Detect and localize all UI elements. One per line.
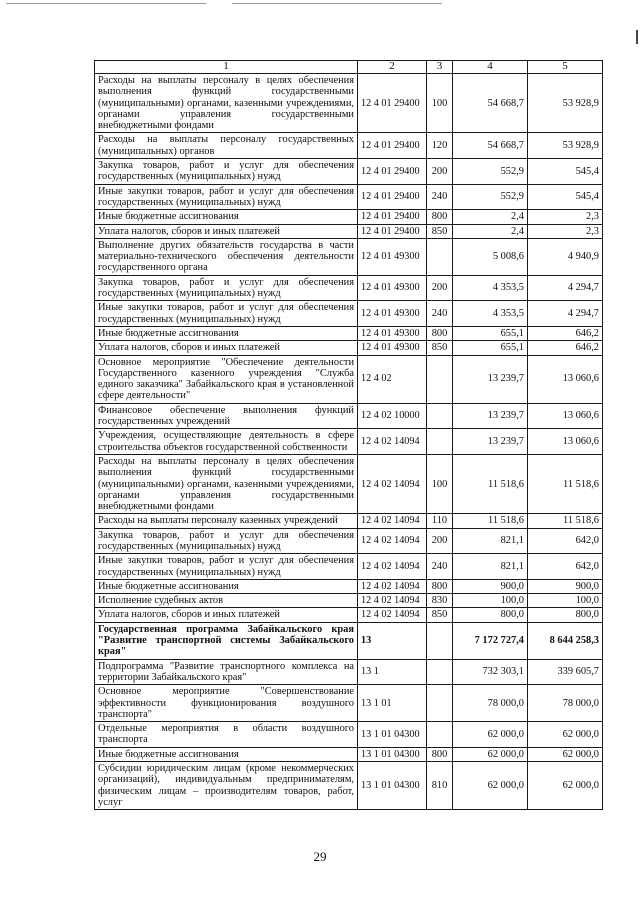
amount-cell-col4: 655,1 [453,341,528,355]
expense-type-cell: 110 [427,514,453,528]
table-row [95,275,603,301]
table-row [95,747,603,761]
amount-cell-col5: 4 940,9 [528,238,603,275]
expense-type-cell: 200 [427,159,453,185]
amount-cell-col4: 13 239,7 [453,429,528,455]
amount-cell-col5: 62 000,0 [528,722,603,748]
expense-type-cell: 800 [427,747,453,761]
name-cell: Исполнение судебных актов [95,594,358,608]
code-cell: 13 1 01 04300 [358,722,427,748]
table-row [95,341,603,355]
expense-type-cell [427,238,453,275]
name-cell: Иные бюджетные ассигнования [95,326,358,340]
table-row [95,403,603,429]
amount-cell-col5: 11 518,6 [528,454,603,513]
expense-type-cell [427,685,453,722]
expense-type-cell: 120 [427,133,453,159]
table-body [95,74,603,810]
expense-type-cell: 850 [427,608,453,622]
table-row [95,355,603,403]
table-row [95,133,603,159]
table-row [95,722,603,748]
table-row [95,74,603,133]
amount-cell-col4: 11 518,6 [453,454,528,513]
amount-cell-col4: 78 000,0 [453,685,528,722]
header-row [95,61,603,74]
expense-type-cell: 800 [427,326,453,340]
table-row [95,224,603,238]
expense-type-cell: 200 [427,275,453,301]
amount-cell-col4: 821,1 [453,528,528,554]
table-row [95,159,603,185]
amount-cell-col4: 2,4 [453,224,528,238]
expense-type-cell: 850 [427,341,453,355]
amount-cell-col4: 655,1 [453,326,528,340]
amount-cell-col4: 54 668,7 [453,74,528,133]
name-cell: Иные бюджетные ассигнования [95,210,358,224]
amount-cell-col4: 13 239,7 [453,403,528,429]
table-row [95,594,603,608]
expense-type-cell: 240 [427,554,453,580]
table-row [95,685,603,722]
name-cell: Отдельные мероприятия в области воздушного транспорта [95,722,358,748]
code-cell: 12 4 02 14094 [358,429,427,455]
table-row [95,659,603,685]
table-row [95,184,603,210]
expense-type-cell: 100 [427,74,453,133]
table-row [95,622,603,659]
name-cell: Расходы на выплаты персоналу в целях обеспечения выполнения функций государственными (муниципальными) органами, казенными учреждениями, органами управления государственными внебюджетными фондами [95,454,358,513]
table-row [95,528,603,554]
name-cell: Иные закупки товаров, работ и услуг для обеспечения государственных (муниципальных) нужд [95,554,358,580]
amount-cell-col5: 642,0 [528,528,603,554]
name-cell: Субсидии юридическим лицам (кроме некоммерческих организаций), индивидуальным предпринимателям, физическим лицам – производителям товаров, работ, услуг [95,762,358,810]
code-cell: 12 4 01 49300 [358,238,427,275]
amount-cell-col4: 11 518,6 [453,514,528,528]
amount-cell-col4: 821,1 [453,554,528,580]
code-cell: 12 4 01 49300 [358,275,427,301]
name-cell: Финансовое обеспечение выполнения функций государственных учреждений [95,403,358,429]
amount-cell-col5: 8 644 258,3 [528,622,603,659]
header-cell-1: 1 [95,61,358,74]
amount-cell-col5: 13 060,6 [528,429,603,455]
code-cell: 12 4 02 14094 [358,554,427,580]
name-cell: Уплата налогов, сборов и иных платежей [95,608,358,622]
amount-cell-col5: 13 060,6 [528,403,603,429]
code-cell: 12 4 01 29400 [358,184,427,210]
code-cell: 13 1 01 [358,685,427,722]
expense-type-cell: 240 [427,184,453,210]
amount-cell-col5: 800,0 [528,608,603,622]
scan-edge-mark [636,30,638,44]
amount-cell-col4: 62 000,0 [453,747,528,761]
code-cell: 12 4 01 29400 [358,133,427,159]
expense-type-cell [427,355,453,403]
amount-cell-col4: 4 353,5 [453,301,528,327]
scan-top-line-right [232,3,442,4]
expense-type-cell: 240 [427,301,453,327]
amount-cell-col5: 4 294,7 [528,275,603,301]
expense-type-cell: 800 [427,579,453,593]
amount-cell-col5: 2,3 [528,224,603,238]
name-cell: Учреждения, осуществляющие деятельность в сфере строительства объектов государственной собственности [95,429,358,455]
name-cell: Основное мероприятие "Совершенствование эффективности функционирования воздушного транспорта" [95,685,358,722]
table-row [95,762,603,810]
header-cell-2: 2 [358,61,427,74]
code-cell: 12 4 02 14094 [358,608,427,622]
name-cell: Иные закупки товаров, работ и услуг для обеспечения государственных (муниципальных) нужд [95,184,358,210]
name-cell: Иные закупки товаров, работ и услуг для обеспечения государственных (муниципальных) нужд [95,301,358,327]
expense-type-cell [427,722,453,748]
amount-cell-col5: 62 000,0 [528,762,603,810]
amount-cell-col5: 646,2 [528,341,603,355]
code-cell: 12 4 02 14094 [358,454,427,513]
amount-cell-col4: 552,9 [453,159,528,185]
table-row [95,514,603,528]
amount-cell-col4: 5 008,6 [453,238,528,275]
expense-type-cell: 850 [427,224,453,238]
code-cell: 12 4 01 49300 [358,341,427,355]
code-cell: 13 1 01 04300 [358,747,427,761]
name-cell: Расходы на выплаты персоналу в целях обеспечения выполнения функций государственными (муниципальными) органами, казенными учреждениями, органами управления государственными внебюджетными фондами [95,74,358,133]
expense-type-cell: 200 [427,528,453,554]
table-row [95,429,603,455]
table-row [95,238,603,275]
amount-cell-col4: 13 239,7 [453,355,528,403]
name-cell: Расходы на выплаты персоналу государственных (муниципальных) органов [95,133,358,159]
header-cell-3: 3 [427,61,453,74]
name-cell: Уплата налогов, сборов и иных платежей [95,224,358,238]
code-cell: 12 4 01 49300 [358,326,427,340]
amount-cell-col4: 900,0 [453,579,528,593]
amount-cell-col5: 53 928,9 [528,133,603,159]
code-cell: 12 4 02 [358,355,427,403]
name-cell: Выполнение других обязательств государства в части материально-технического обеспечения деятельности государственного органа [95,238,358,275]
budget-table [94,60,603,810]
code-cell: 13 [358,622,427,659]
amount-cell-col5: 78 000,0 [528,685,603,722]
amount-cell-col4: 7 172 727,4 [453,622,528,659]
amount-cell-col5: 4 294,7 [528,301,603,327]
amount-cell-col5: 545,4 [528,159,603,185]
name-cell: Закупка товаров, работ и услуг для обеспечения государственных (муниципальных) нужд [95,528,358,554]
name-cell: Основное мероприятие "Обеспечение деятельности Государственного казенного учреждения "Служба единого заказчика" Забайкальского края в установленной сфере деятельности" [95,355,358,403]
table-row [95,301,603,327]
amount-cell-col4: 62 000,0 [453,722,528,748]
amount-cell-col4: 62 000,0 [453,762,528,810]
name-cell: Закупка товаров, работ и услуг для обеспечения государственных (муниципальных) нужд [95,159,358,185]
amount-cell-col4: 100,0 [453,594,528,608]
code-cell: 12 4 02 14094 [358,594,427,608]
header-cell-4: 4 [453,61,528,74]
name-cell: Государственная программа Забайкальского края "Развитие транспортной системы Забайкальского края" [95,622,358,659]
amount-cell-col5: 62 000,0 [528,747,603,761]
name-cell: Иные бюджетные ассигнования [95,579,358,593]
name-cell: Закупка товаров, работ и услуг для обеспечения государственных (муниципальных) нужд [95,275,358,301]
amount-cell-col5: 11 518,6 [528,514,603,528]
amount-cell-col5: 642,0 [528,554,603,580]
amount-cell-col4: 4 353,5 [453,275,528,301]
name-cell: Уплата налогов, сборов и иных платежей [95,341,358,355]
code-cell: 12 4 01 29400 [358,74,427,133]
expense-type-cell [427,622,453,659]
amount-cell-col5: 339 605,7 [528,659,603,685]
header-cell-5: 5 [528,61,603,74]
amount-cell-col4: 800,0 [453,608,528,622]
expense-type-cell [427,429,453,455]
code-cell: 13 1 [358,659,427,685]
code-cell: 12 4 02 14094 [358,514,427,528]
amount-cell-col5: 545,4 [528,184,603,210]
expense-type-cell [427,403,453,429]
amount-cell-col5: 2,3 [528,210,603,224]
expense-type-cell: 830 [427,594,453,608]
amount-cell-col5: 53 928,9 [528,74,603,133]
amount-cell-col5: 100,0 [528,594,603,608]
amount-cell-col5: 900,0 [528,579,603,593]
amount-cell-col5: 13 060,6 [528,355,603,403]
name-cell: Подпрограмма "Развитие транспортного комплекса на территории Забайкальского края" [95,659,358,685]
table-row [95,579,603,593]
table-row [95,210,603,224]
table-row [95,608,603,622]
code-cell: 12 4 01 29400 [358,224,427,238]
page-number: 29 [313,849,327,864]
code-cell: 13 1 01 04300 [358,762,427,810]
expense-type-cell: 100 [427,454,453,513]
expense-type-cell [427,659,453,685]
amount-cell-col4: 552,9 [453,184,528,210]
amount-cell-col4: 54 668,7 [453,133,528,159]
amount-cell-col4: 732 303,1 [453,659,528,685]
name-cell: Расходы на выплаты персоналу казенных учреждений [95,514,358,528]
code-cell: 12 4 02 14094 [358,579,427,593]
amount-cell-col5: 646,2 [528,326,603,340]
code-cell: 12 4 01 49300 [358,301,427,327]
table-row [95,454,603,513]
table-row [95,554,603,580]
name-cell: Иные бюджетные ассигнования [95,747,358,761]
expense-type-cell: 800 [427,210,453,224]
code-cell: 12 4 01 29400 [358,210,427,224]
code-cell: 12 4 02 14094 [358,528,427,554]
expense-type-cell: 810 [427,762,453,810]
code-cell: 12 4 01 29400 [358,159,427,185]
scan-top-line-left [6,3,206,4]
table-row [95,326,603,340]
amount-cell-col4: 2,4 [453,210,528,224]
code-cell: 12 4 02 10000 [358,403,427,429]
